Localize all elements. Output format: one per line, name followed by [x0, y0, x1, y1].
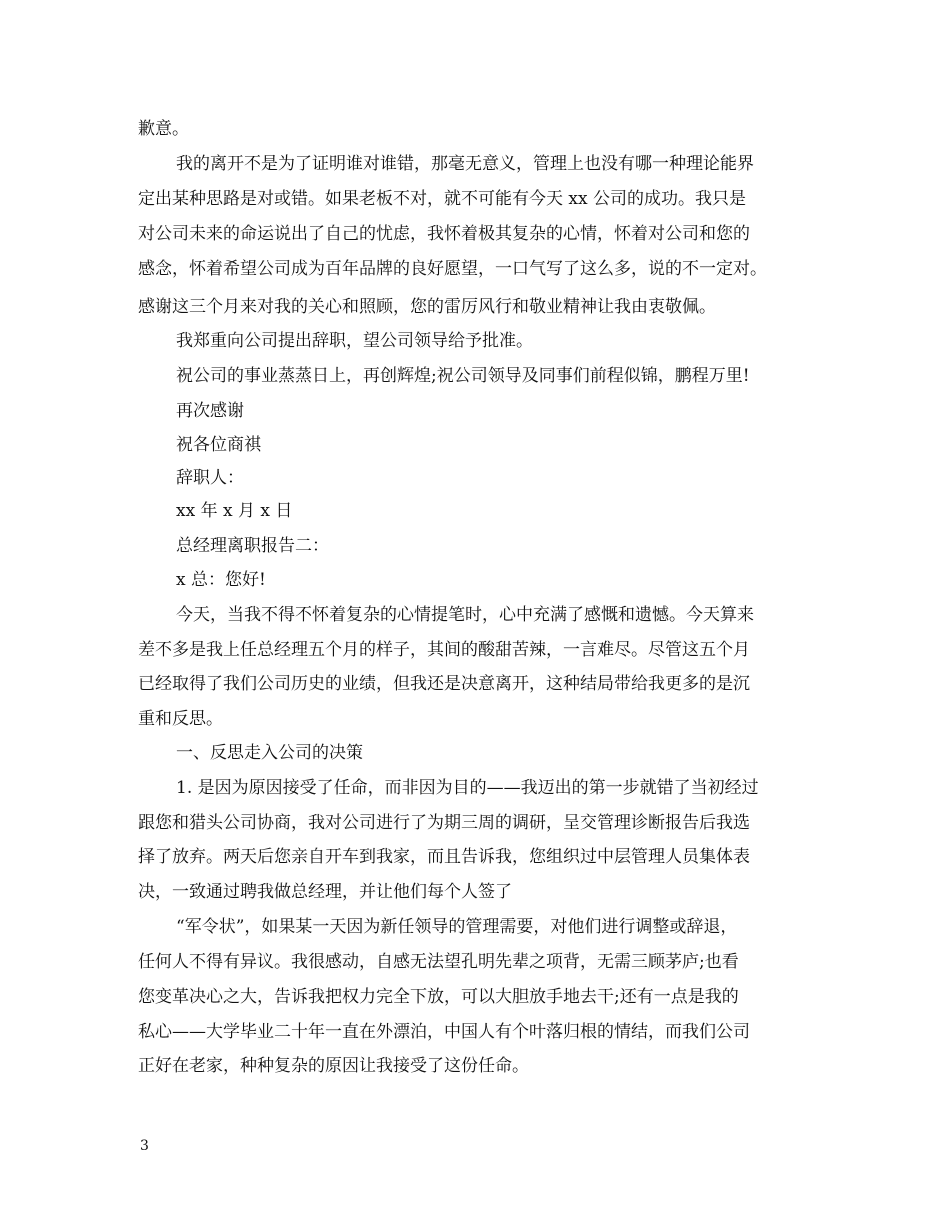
text-line: 已经取得了我们公司历史的业绩，但我还是决意离开，这种结局带给我更多的是沉 [138, 674, 750, 694]
text-line: 歉意。 [138, 119, 189, 139]
text-line: 您变革决心之大，告诉我把权力完全下放，可以大胆放手地去干;还有一点是我的 [138, 987, 739, 1007]
text-line: 感谢这三个月来对我的关心和照顾，您的雷厉风行和敬业精神让我由衷敬佩。 [138, 297, 716, 317]
text-line: 择了放弃。两天后您亲自开车到我家，而且告诉我，您组织过中层管理人员集体表 [138, 847, 750, 867]
text-line: 祝公司的事业蒸蒸日上，再创辉煌;祝公司领导及同事们前程似锦，鹏程万里! [176, 366, 750, 386]
text-line: 再次感谢 [176, 401, 244, 421]
salutation: x 总：您好! [176, 570, 266, 590]
text-line: 重和反思。 [138, 709, 223, 729]
text-line: 我郑重向公司提出辞职，望公司领导给予批准。 [176, 331, 533, 351]
text-line: 正好在老家，种种复杂的原因让我接受了这份任命。 [138, 1056, 529, 1076]
text-line: 祝各位商祺 [176, 435, 261, 455]
text-line: 今天，当我不得不怀着复杂的心情提笔时，心中充满了感慨和遗憾。今天算来 [176, 605, 754, 625]
text-line: 对公司未来的命运说出了自己的忧虑，我怀着极其复杂的心情，怀着对公司和您的 [138, 224, 750, 244]
text-line: 辞职人： [176, 468, 244, 488]
text-line: 感念，怀着希望公司成为百年品牌的良好愿望，一口气写了这么多，说的不一定对。 [138, 259, 767, 279]
text-line: 任何人不得有异议。我很感动，自感无法望孔明先辈之项背，无需三顾茅庐;也看 [138, 952, 739, 972]
date-line: xx 年 x 月 x 日 [176, 501, 293, 521]
text-line: 我的离开不是为了证明谁对谁错，那毫无意义，管理上也没有哪一种理论能界 [176, 154, 754, 174]
text-line: 定出某种思路是对或错。如果老板不对，就不可能有今天 xx 公司的成功。我只是 [138, 189, 746, 209]
text-line: 私心——大学毕业二十年一直在外漂泊，中国人有个叶落归根的情结，而我们公司 [138, 1022, 750, 1042]
text-line: 跟您和猎头公司协商，我对公司进行了为期三周的调研，呈交管理诊断报告后我选 [138, 813, 750, 833]
page-number: 3 [140, 1138, 149, 1154]
section-title: 总经理离职报告二： [176, 536, 329, 556]
text-line: 决，一致通过聘我做总经理，并让他们每个人签了 [138, 882, 512, 902]
text-line: 1. 是因为原因接受了任命，而非因为目的——我迈出的第一步就错了当初经过 [176, 778, 759, 798]
text-line: 差不多是我上任总经理五个月的样子，其间的酸甜苦辣，一言难尽。尽管这五个月 [138, 640, 750, 660]
text-line: “军令状”，如果某一天因为新任领导的管理需要，对他们进行调整或辞退， [176, 917, 738, 937]
section-heading: 一、反思走入公司的决策 [176, 743, 363, 763]
